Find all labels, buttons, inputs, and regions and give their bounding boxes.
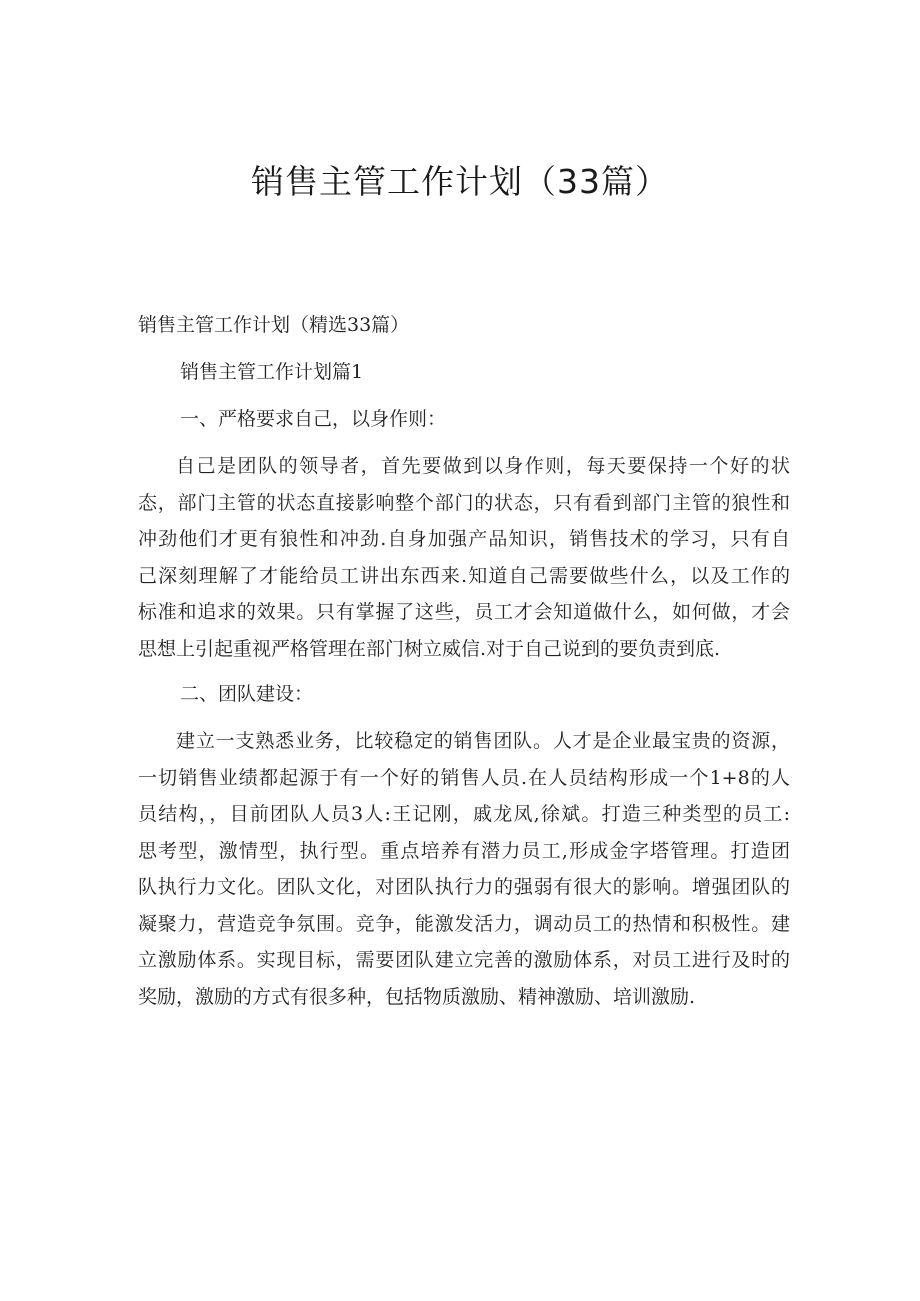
paragraph-line: 一切销售业绩都起源于有一个好的销售人员.在人员结构形成一个1+8的人 [138, 766, 790, 789]
paragraph-line: 自己是团队的领导者，首先要做到以身作则，每天要保持一个好的状 [176, 455, 790, 477]
paragraph-line: 冲劲他们才更有狼性和冲劲.自身加强产品知识，销售技术的学习，只有自 [138, 528, 790, 550]
paragraph-line: 奖励，激励的方式有很多种，包括物质激励、精神激励、培训激励. [138, 985, 696, 1008]
paragraph-line: 标准和追求的效果。只有掌握了这些，员工才会知道做什么，如何做，才会 [138, 601, 790, 623]
section-heading: 销售主管工作计划篇1 [180, 361, 364, 383]
paragraph-line: 思考型，激情型，执行型。重点培养有潜力员工,形成金字塔管理。打造团 [138, 839, 790, 862]
document-title: 销售主管工作计划（33篇） [251, 162, 669, 201]
paragraph-line: 立激励体系。实现目标，需要团队建立完善的激励体系，对员工进行及时的 [138, 949, 790, 971]
paragraph-line: 态，部门主管的状态直接影响整个部门的状态，只有看到部门主管的狼性和 [138, 491, 790, 514]
paragraph-line: 建立一支熟悉业务，比较稳定的销售团队。人才是企业最宝贵的资源， [176, 730, 790, 752]
paragraph-line: 己深刻理解了才能给员工讲出东西来.知道自己需要做些什么，以及工作的 [138, 564, 790, 587]
point-2-heading: 二、团队建设： [180, 683, 314, 705]
paragraph-line: 员结构，，目前团队人员3人:王记刚，戚龙凤,徐斌。打造三种类型的员工: [138, 803, 790, 825]
document-body [138, 307, 790, 1015]
paragraph-line: 队执行力文化。团队文化，对团队执行力的强弱有很大的影响。增强团队的 [138, 876, 790, 898]
point-1-heading: 一、严格要求自己，以身作则： [180, 408, 447, 430]
paragraph-line: 思想上引起重视严格管理在部门树立威信.对于自己说到的要负责到底. [138, 637, 721, 660]
point-2-paragraph [138, 723, 790, 1015]
point-1-paragraph [138, 448, 790, 667]
document-subtitle: 销售主管工作计划（精选33篇） [138, 314, 410, 336]
paragraph-line: 凝聚力，营造竞争氛围。竞争，能激发活力，调动员工的热情和积极性。建 [138, 912, 790, 935]
